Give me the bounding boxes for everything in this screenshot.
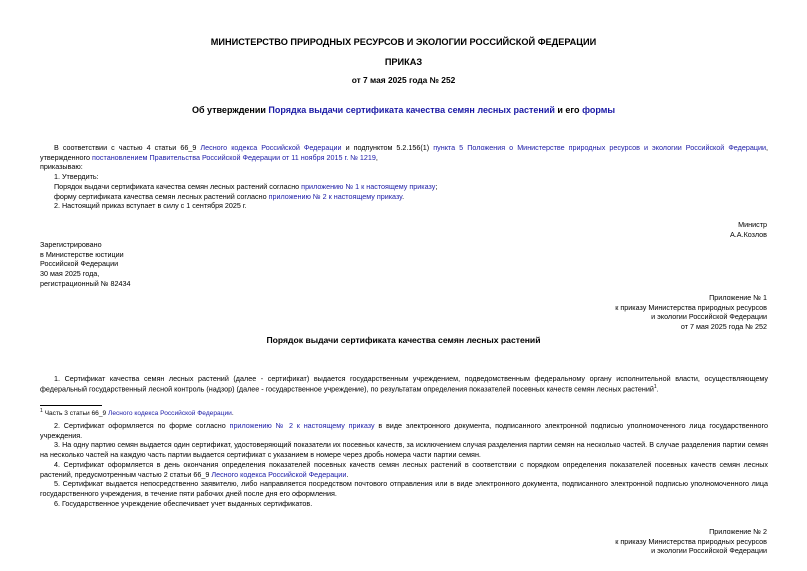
- procedure-p3: 3. На одну партию семян выдается один сертификат, удостоверяющий показатели их посевных качеств, за исключением случая разделения партии семян на несколько частей. В случае разделения партии семян на несколько частей на каждую часть партии выдается сертификат с указанием в номере через дробь номера части партии семян.: [40, 440, 768, 460]
- signature-position: Министр: [738, 220, 767, 229]
- procedure-p6: 6. Государственное учреждение обеспечивает учет выданных сертификатов.: [54, 498, 313, 508]
- signature-name: А.А.Козлов: [730, 229, 767, 239]
- title-link-form[interactable]: формы: [582, 105, 616, 115]
- preamble-text-4: ,: [375, 152, 378, 162]
- procedure-p2: [40, 421, 768, 440]
- annex-1-heading: Порядок выдачи сертификата качества семян лесных растений: [266, 335, 541, 345]
- procedure-paragraph-1: [40, 374, 768, 394]
- footnote-end: .: [231, 410, 234, 418]
- ministry-heading: МИНИСТЕРСТВО ПРИРОДНЫХ РЕСУРСОВ И ЭКОЛОГИИ РОССИЙСКОЙ ФЕДЕРАЦИИ: [210, 37, 597, 47]
- annex-1-line-3: и экологии Российской Федерации: [651, 312, 767, 322]
- preamble-text-1: В соответствии с частью 4 статьи 66_9: [54, 143, 201, 152]
- procedure-p2-end: в виде электронного документа, подписанного электронной подписью уполномоченного лица государственного учреждения.: [40, 421, 769, 440]
- item-1a-end: ;: [435, 181, 438, 191]
- procedure-p4-text: 4. Сертификат оформляется в день окончания определения показателей посевных качеств семян лесных растений в соответствии с порядком определения показателей посевных качеств семян лесных растений, предусмотренным частью 2 статьи 66_9: [40, 459, 768, 479]
- signature-block: [730, 220, 767, 239]
- registration-line-2: в Министерстве юстиции: [40, 249, 124, 259]
- footnote-divider: [40, 405, 102, 406]
- annex-1-line-2: к приказу Министерства природных ресурсов: [615, 302, 767, 312]
- annex-1-header: [615, 293, 767, 332]
- footnote-mark: 1: [40, 408, 43, 414]
- title-prefix: Об утверждении: [191, 105, 269, 115]
- registration-line-4: 30 мая 2025 года,: [40, 269, 100, 279]
- annex-2-header: [615, 527, 767, 556]
- footnote: [40, 408, 234, 419]
- footnote-link[interactable]: Лесного кодекса Российской Федерации: [108, 410, 232, 418]
- item-1a-link[interactable]: приложению № 1 к настоящему приказу: [301, 181, 436, 191]
- preamble-paragraph: [40, 143, 768, 162]
- item-1b-end: .: [402, 191, 405, 201]
- item-1a: [40, 182, 768, 192]
- procedure-rest: [40, 421, 768, 508]
- procedure-p4: [40, 460, 768, 479]
- title-middle: и его: [554, 105, 583, 115]
- item-1: 1. Утвердить:: [54, 172, 99, 182]
- preamble-link-forest-code[interactable]: Лесного кодекса Российской Федерации: [200, 143, 342, 152]
- footnote-reference[interactable]: 1: [653, 383, 657, 390]
- title-link-procedure[interactable]: Порядка выдачи сертификата качества семян лесных растений: [268, 105, 555, 115]
- registration-line-1: Зарегистрировано: [40, 240, 102, 249]
- item-1b: [40, 192, 768, 202]
- preamble-link-resolution[interactable]: постановлением Правительства Российской Федерации от 11 ноября 2015 г. № 1219: [92, 152, 376, 162]
- order-word: приказываю:: [40, 162, 83, 172]
- document-title: [0, 104, 807, 116]
- procedure-p5: 5. Сертификат выдается непосредственно заявителю, либо направляется посредством почтового отправления или в виде электронного документа, подписанного электронной подписью уполномоченного лица государственного учреждения, в течение пяти рабочих дней после дня его оформления.: [40, 479, 768, 499]
- procedure-p4-link[interactable]: Лесного кодекса Российской Федерации: [211, 469, 347, 479]
- procedure-p1-end: .: [656, 384, 659, 394]
- procedure-p2-link[interactable]: приложению № 2 к настоящему приказу: [229, 421, 375, 430]
- item-1b-text: форму сертификата качества семян лесных растений согласно: [54, 191, 269, 201]
- preamble-link-regulation[interactable]: пункта 5 Положения о Министерстве природных ресурсов и экологии Российской Федерации: [433, 143, 766, 152]
- item-2: 2. Настоящий приказ вступает в силу с 1 сентября 2025 г.: [54, 201, 247, 211]
- procedure-p1: [40, 374, 768, 394]
- procedure-p1-text: 1. Сертификат качества семян лесных растений (далее - сертификат) выдается государственным учреждением, подведомственным федеральному органу исполнительной власти, осуществляющему федеральный государственный лесной контроль (надзор) (далее - государственное учреждение), по результатам определения показателей посевных качеств семян лесных растений: [40, 374, 768, 394]
- registration-line-5: регистрационный № 82434: [40, 278, 131, 288]
- item-1a-text: Порядок выдачи сертификата качества семян лесных растений согласно: [54, 181, 302, 191]
- annex-2-line-1: Приложение № 2: [709, 527, 767, 536]
- procedure-p2-text: 2. Сертификат оформляется по форме согласно: [54, 421, 230, 430]
- doc-date-number: от 7 мая 2025 года № 252: [351, 75, 456, 85]
- doc-type-heading: ПРИКАЗ: [384, 57, 423, 67]
- annex-2-line-2: к приказу Министерства природных ресурсов: [615, 536, 767, 546]
- annex-2-line-3: и экологии Российской Федерации: [651, 546, 767, 556]
- preamble-text-3: , утвержденного: [40, 143, 768, 162]
- preamble: [40, 143, 768, 211]
- procedure-p4-end: .: [346, 469, 349, 479]
- preamble-text-2: и подпунктом 5.2.156(1): [341, 143, 434, 152]
- registration-block: [40, 240, 130, 289]
- annex-1-line-4: от 7 мая 2025 года № 252: [680, 322, 767, 332]
- annex-1-line-1: Приложение № 1: [709, 293, 767, 302]
- registration-line-3: Российской Федерации: [40, 259, 119, 269]
- item-1b-link[interactable]: приложению № 2 к настоящему приказу: [268, 191, 403, 201]
- footnote-text: Часть 3 статьи 66_9: [42, 410, 108, 418]
